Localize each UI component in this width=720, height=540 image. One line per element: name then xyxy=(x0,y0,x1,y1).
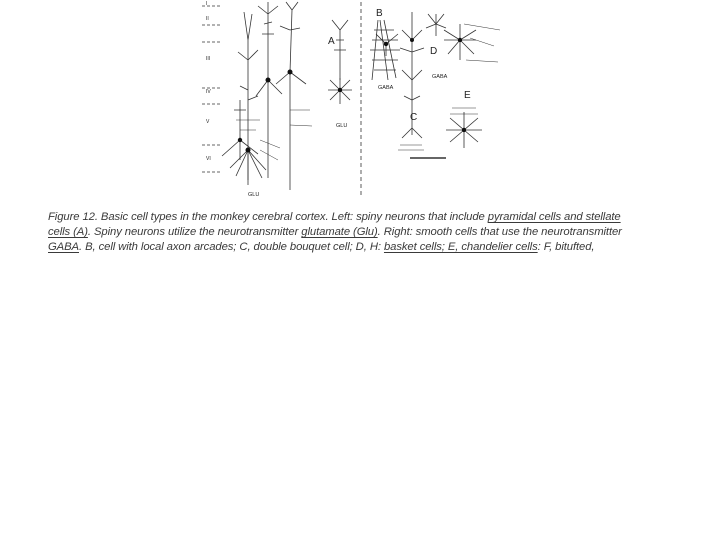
layer-label: IV xyxy=(206,89,211,95)
layer-label: III xyxy=(206,56,211,62)
caption-link-gaba[interactable]: GABA xyxy=(48,241,79,253)
panel-label-e: E xyxy=(464,90,471,101)
panel-label-b: B xyxy=(376,8,383,19)
pyramidal-neuron xyxy=(276,2,312,190)
figure-caption xyxy=(48,210,688,255)
neuron-figure xyxy=(200,0,688,205)
gaba-label: GABA xyxy=(432,74,448,80)
cell-b-local-axon-arcades xyxy=(370,20,400,80)
gaba-label: GABA xyxy=(378,85,394,91)
caption-line-2: cells (A). Spiny neurons utilize the neurotransmitter glutamate (Glu). Right: smooth cells that use the neurotransmitter xyxy=(48,226,622,238)
glu-label: GLU xyxy=(336,123,348,129)
panel-label-d: D xyxy=(430,46,438,57)
layer-label: I xyxy=(206,1,208,7)
panel-label-a: A xyxy=(328,36,335,47)
layer-label: VI xyxy=(206,156,211,162)
caption-line-1: Figure 12. Basic cell types in the monkey cerebral cortex. Left: spiny neurons that include pyramidal cells and stellate xyxy=(48,211,621,223)
caption-link-stellate[interactable]: cells (A) xyxy=(48,226,88,238)
caption-link-glutamate[interactable]: glutamate (Glu) xyxy=(301,226,378,238)
caption-line-3: GABA. B, cell with local axon arcades; C, double bouquet cell; D, H: basket cells; E, chandelier cells: F, bitufted, xyxy=(48,241,595,253)
layer-label: V xyxy=(206,119,210,125)
panel-label-c: C xyxy=(410,112,418,123)
pyramidal-neuron xyxy=(256,2,282,178)
neuron-illustration xyxy=(200,0,688,205)
glu-label: GLU xyxy=(248,192,260,198)
cell-c-double-bouquet xyxy=(398,12,424,150)
pyramidal-neuron xyxy=(230,12,266,185)
caption-link-basket[interactable]: basket cells; E, chandelier cells xyxy=(383,241,538,253)
caption-link-pyramidal[interactable]: pyramidal cells and stellate xyxy=(487,211,621,223)
layer-label: II xyxy=(206,16,209,22)
